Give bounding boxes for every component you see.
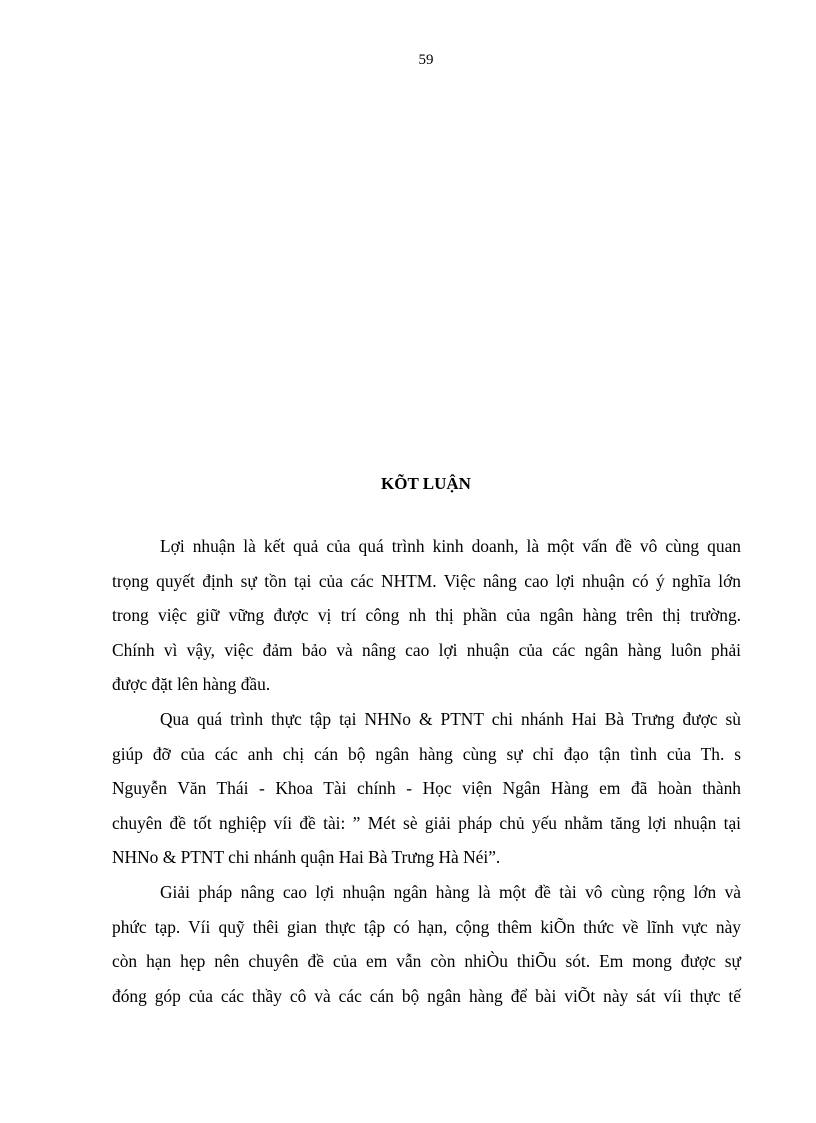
paragraph-conclusion-3 xyxy=(112,875,741,1013)
text-line: NHNo & PTNT chi nhánh quận Hai Bà Trưng Hà Néi”. xyxy=(112,847,501,868)
text-line: Giải pháp nâng cao lợi nhuận ngân hàng là một đề tài vô cùng rộng lớn và xyxy=(160,881,741,902)
section-title: KÕT LUẬN xyxy=(381,474,471,493)
paragraph-conclusion-2 xyxy=(112,702,741,875)
paragraph-conclusion-1 xyxy=(112,529,741,702)
text-line: Nguyễn Văn Thái - Khoa Tài chính - Học viện Ngân Hàng em đã hoàn thành xyxy=(112,778,741,799)
text-line: trong việc giữ vững được vị trí công nh thị phần của ngân hàng trên thị trường. xyxy=(112,605,741,626)
page-number: 59 xyxy=(418,52,434,68)
text-line: trọng quyết định sự tồn tại của các NHTM. Việc nâng cao lợi nhuận có ý nghĩa lớn xyxy=(112,570,741,591)
body-text xyxy=(112,529,741,1013)
text-line: được đặt lên hàng đầu. xyxy=(112,674,271,695)
text-line: Lợi nhuận là kết quả của quá trình kinh doanh, là một vấn đề vô cùng quan xyxy=(160,536,741,556)
text-line: Qua quá trình thực tập tại NHNo & PTNT chi nhánh Hai Bà Trưng được sù xyxy=(160,708,741,729)
text-line: giúp đỡ của các anh chị cán bộ ngân hàng cùng sự chỉ đạo tận tình của Th. s xyxy=(112,743,741,764)
text-line: phức tạp. Víi quỹ thêi gian thực tập có hạn, cộng thêm kiÕn thức về lĩnh vực này xyxy=(112,916,741,937)
text-line: còn hạn hẹp nên chuyên đề của em vẫn còn nhiÒu thiÕu sót. Em mong được sự xyxy=(112,951,741,972)
text-line: chuyên đề tốt nghiệp víi đề tài: ” Mét sè giải pháp chủ yếu nhằm tăng lợi nhuận tại xyxy=(112,812,741,833)
text-line: đóng góp của các thầy cô và các cán bộ ngân hàng để bài viÕt này sát víi thực tế xyxy=(112,985,741,1006)
text-line: Chính vì vậy, việc đảm bảo và nâng cao lợi nhuận của các ngân hàng luôn phải xyxy=(112,639,741,660)
